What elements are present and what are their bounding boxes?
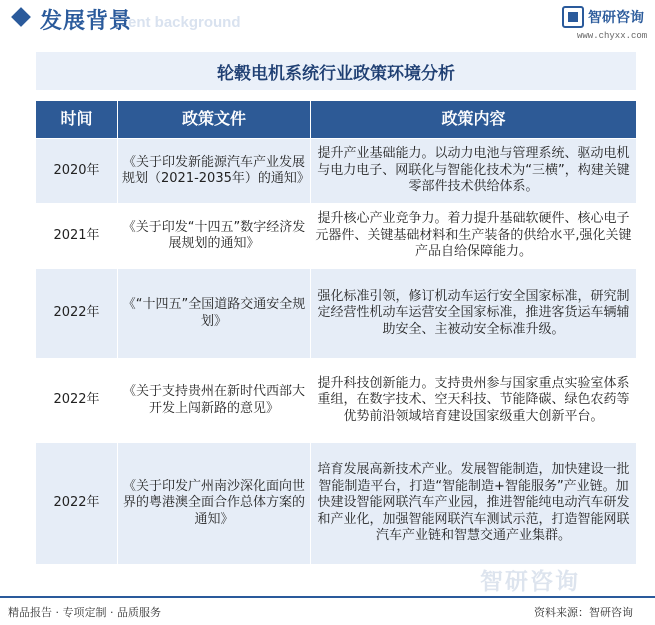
cell-doc: 《“十四五”全国道路交通安全规划》: [117, 269, 310, 358]
section-subtitle: ent background: [128, 14, 241, 31]
section-title: 发展背景: [40, 9, 133, 34]
table-row: [36, 269, 636, 359]
cell-content: 强化标准引领，修订机动车运行安全国家标准，研究制定经营性机动车运营安全国家标准，推进客货运车辆辅助安全、主被动安全标准升级。: [310, 269, 636, 358]
section-header: [0, 0, 655, 46]
cell-doc: 《关于印发广州南沙深化面向世界的粤港澳全面合作总体方案的通知》: [117, 443, 310, 564]
cell-content: 培育发展高新技术产业。发展智能制造，加快建设一批智能制造平台，打造“智能制造+智能服务”产业链。加快建设智能网联汽车产业园，推进智能纯电动汽车研发和产业化，加强智能网联汽车测试示范，打造智能网联汽车产业链和智慧交通产业集群。: [310, 443, 636, 564]
table-row: [36, 359, 636, 443]
column-header-doc: 政策文件: [117, 101, 310, 138]
table-row: [36, 139, 636, 204]
table-header-row: [36, 101, 636, 139]
table-title-band: [36, 52, 636, 90]
policy-table: [36, 101, 636, 565]
footer-source: 资料来源：智研咨询: [534, 606, 633, 619]
brand-url: www.chyxx.com: [577, 31, 648, 41]
cell-doc: 《关于印发新能源汽车产业发展规划（2021-2035年）的通知》: [117, 139, 310, 203]
table-row: [36, 204, 636, 269]
footer-divider: [0, 596, 655, 598]
watermark: 智研咨询: [480, 569, 580, 595]
column-header-time: 时间: [60, 109, 93, 129]
cell-content: 提升核心产业竞争力。着力提升基础软硬件、核心电子元器件、关键基础材料和生产装备的供给水平,强化关键产品自给保障能力。: [310, 204, 636, 268]
cell-doc: 《关于印发“十四五”数字经济发展规划的通知》: [117, 204, 310, 268]
cell-content: 提升科技创新能力。支持贵州参与国家重点实验室体系重组，在数字技术、空天科技、节能降碳、绿色农药等优势前沿领域培育建设国家级重大创新平台。: [310, 359, 636, 442]
footer-slogan: 精品报告 · 专项定制 · 品质服务: [8, 606, 161, 619]
cell-time: 2022年: [53, 305, 100, 321]
column-header-content: 政策内容: [310, 101, 636, 138]
cell-content: 提升产业基础能力。以动力电池与管理系统、驱动电机与电力电子、网联化与智能化技术为“三横”，构建关键零部件技术供给体系。: [310, 139, 636, 203]
cell-time: 2022年: [53, 392, 100, 408]
cell-time: 2021年: [53, 227, 100, 243]
brand-name: 智研咨询: [588, 10, 644, 26]
brand-logo-icon: [562, 6, 584, 28]
table-title: 轮毂电机系统行业政策环境分析: [217, 63, 455, 84]
brand-logo: [562, 6, 644, 28]
table-row: [36, 443, 636, 565]
diamond-icon: [11, 7, 31, 27]
cell-time: 2020年: [53, 162, 100, 178]
cell-time: 2022年: [53, 495, 100, 511]
cell-doc: 《关于支持贵州在新时代西部大开发上闯新路的意见》: [117, 359, 310, 442]
